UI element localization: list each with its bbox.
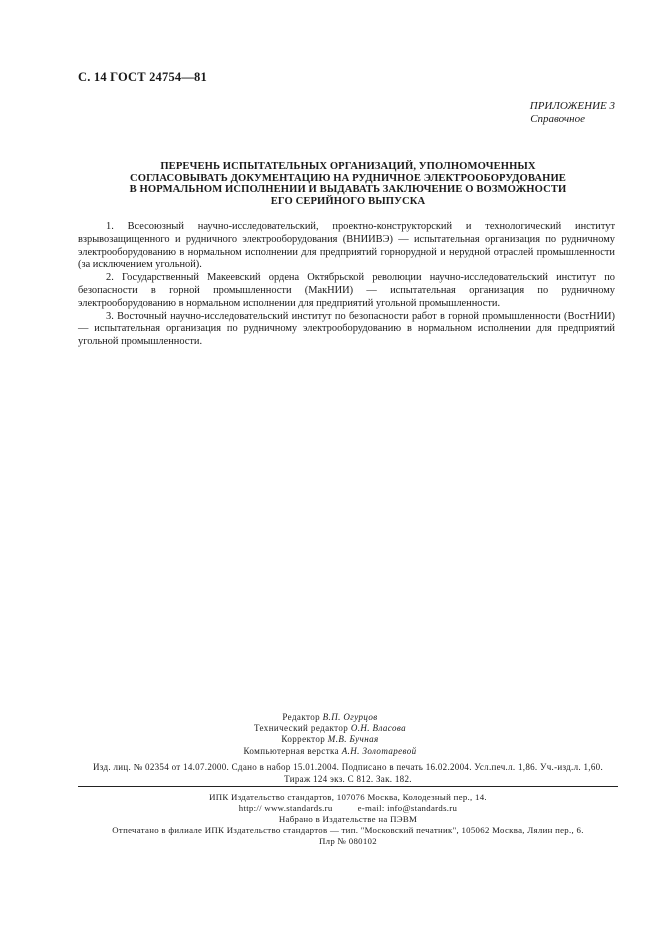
- credit-role: Корректор: [281, 734, 326, 745]
- title-line: ЕГО СЕРИЙНОГО ВЫПУСКА: [270, 195, 426, 207]
- editorial-credits: [200, 712, 460, 757]
- list-item: 2. Государственный Макеевский ордена Октябрьской революции научно-исследовательский институт по безопасности в горной промышленности (МакНИИ) — испытательная организация по рудничному электрооборудованию в нормальном исполнении для предприятий угольной промышленности.: [78, 272, 615, 309]
- title-line: В НОРМАЛЬНОМ ИСПОЛНЕНИИ И ВЫДАВАТЬ ЗАКЛЮЧЕНИЕ О ВОЗМОЖНОСТИ: [129, 184, 567, 196]
- imprint-footer: [78, 792, 618, 847]
- section-title: [78, 161, 618, 207]
- appendix-label: ПРИЛОЖЕНИЕ 3: [529, 100, 615, 112]
- footer-line: Набрано в Издательстве на ПЭВМ: [278, 814, 418, 824]
- credit-name: М.В. Бучная: [327, 734, 379, 745]
- footer-line: Плр № 080102: [319, 836, 377, 846]
- footer-line: Отпечатано в филиале ИПК Издательство стандартов — тип. "Московский печатник", 105062 Москва, Лялин пер., 6.: [112, 825, 584, 835]
- credit-line: [200, 712, 460, 723]
- organization-list: [78, 221, 615, 349]
- title-line: ПЕРЕЧЕНЬ ИСПЫТАТЕЛЬНЫХ ОРГАНИЗАЦИЙ, УПОЛНОМОЧЕННЫХ: [160, 161, 536, 172]
- credit-role: Редактор: [282, 712, 320, 722]
- pubinfo-line: Изд. лиц. № 02354 от 14.07.2000. Сдано в набор 15.01.2004. Подписано в печать 16.02.2004. Усл.печ.л. 1,86. Уч.-изд.л. 1,60.: [92, 762, 603, 772]
- credit-name: А.Н. Золотаревой: [341, 745, 417, 756]
- divider: [78, 786, 618, 787]
- credit-line: [200, 746, 460, 757]
- title-line: СОГЛАСОВЫВАТЬ ДОКУМЕНТАЦИЮ НА РУДНИЧНОЕ ЭЛЕКТРООБОРУДОВАНИЕ: [130, 172, 566, 184]
- appendix-label-block: [530, 100, 615, 126]
- publication-info: [78, 762, 618, 785]
- pubinfo-line: Тираж 124 экз. С 812. Зак. 182.: [284, 773, 412, 784]
- page-header: С. 14 ГОСТ 24754—81: [78, 70, 207, 84]
- credit-line: [200, 734, 460, 745]
- credit-role: Технический редактор: [253, 723, 349, 734]
- credit-line: [200, 723, 460, 734]
- footer-line: http:// www.standards.ru e-mail: info@standards.ru: [238, 803, 458, 813]
- appendix-type: Справочное: [530, 113, 585, 125]
- list-item: 3. Восточный научно-исследовательский институт по безопасности работ в горной промышленности (ВостНИИ) — испытательная организация по рудничному электрооборудованию в нормальном исполнении для предприятий угольной промышленности.: [78, 310, 615, 348]
- credit-role: Компьютерная верстка: [243, 745, 340, 756]
- credit-name: О.Н. Власова: [350, 723, 407, 734]
- list-item: 1. Всесоюзный научно-исследовательский, проектно-конструкторский и технологический институт взрывозащищенного и рудничного электрооборудования (ВНИИВЭ) — испытательная организация по рудничному электрооборудованию в нормальном исполнении для предприятий горнорудной и нерудной отраслей промышленности (за исключением угольной).: [78, 221, 615, 271]
- credit-name: В.П. Огурцов: [322, 712, 378, 722]
- footer-line: ИПК Издательство стандартов, 107076 Москва, Колодезный пер., 14.: [209, 792, 487, 802]
